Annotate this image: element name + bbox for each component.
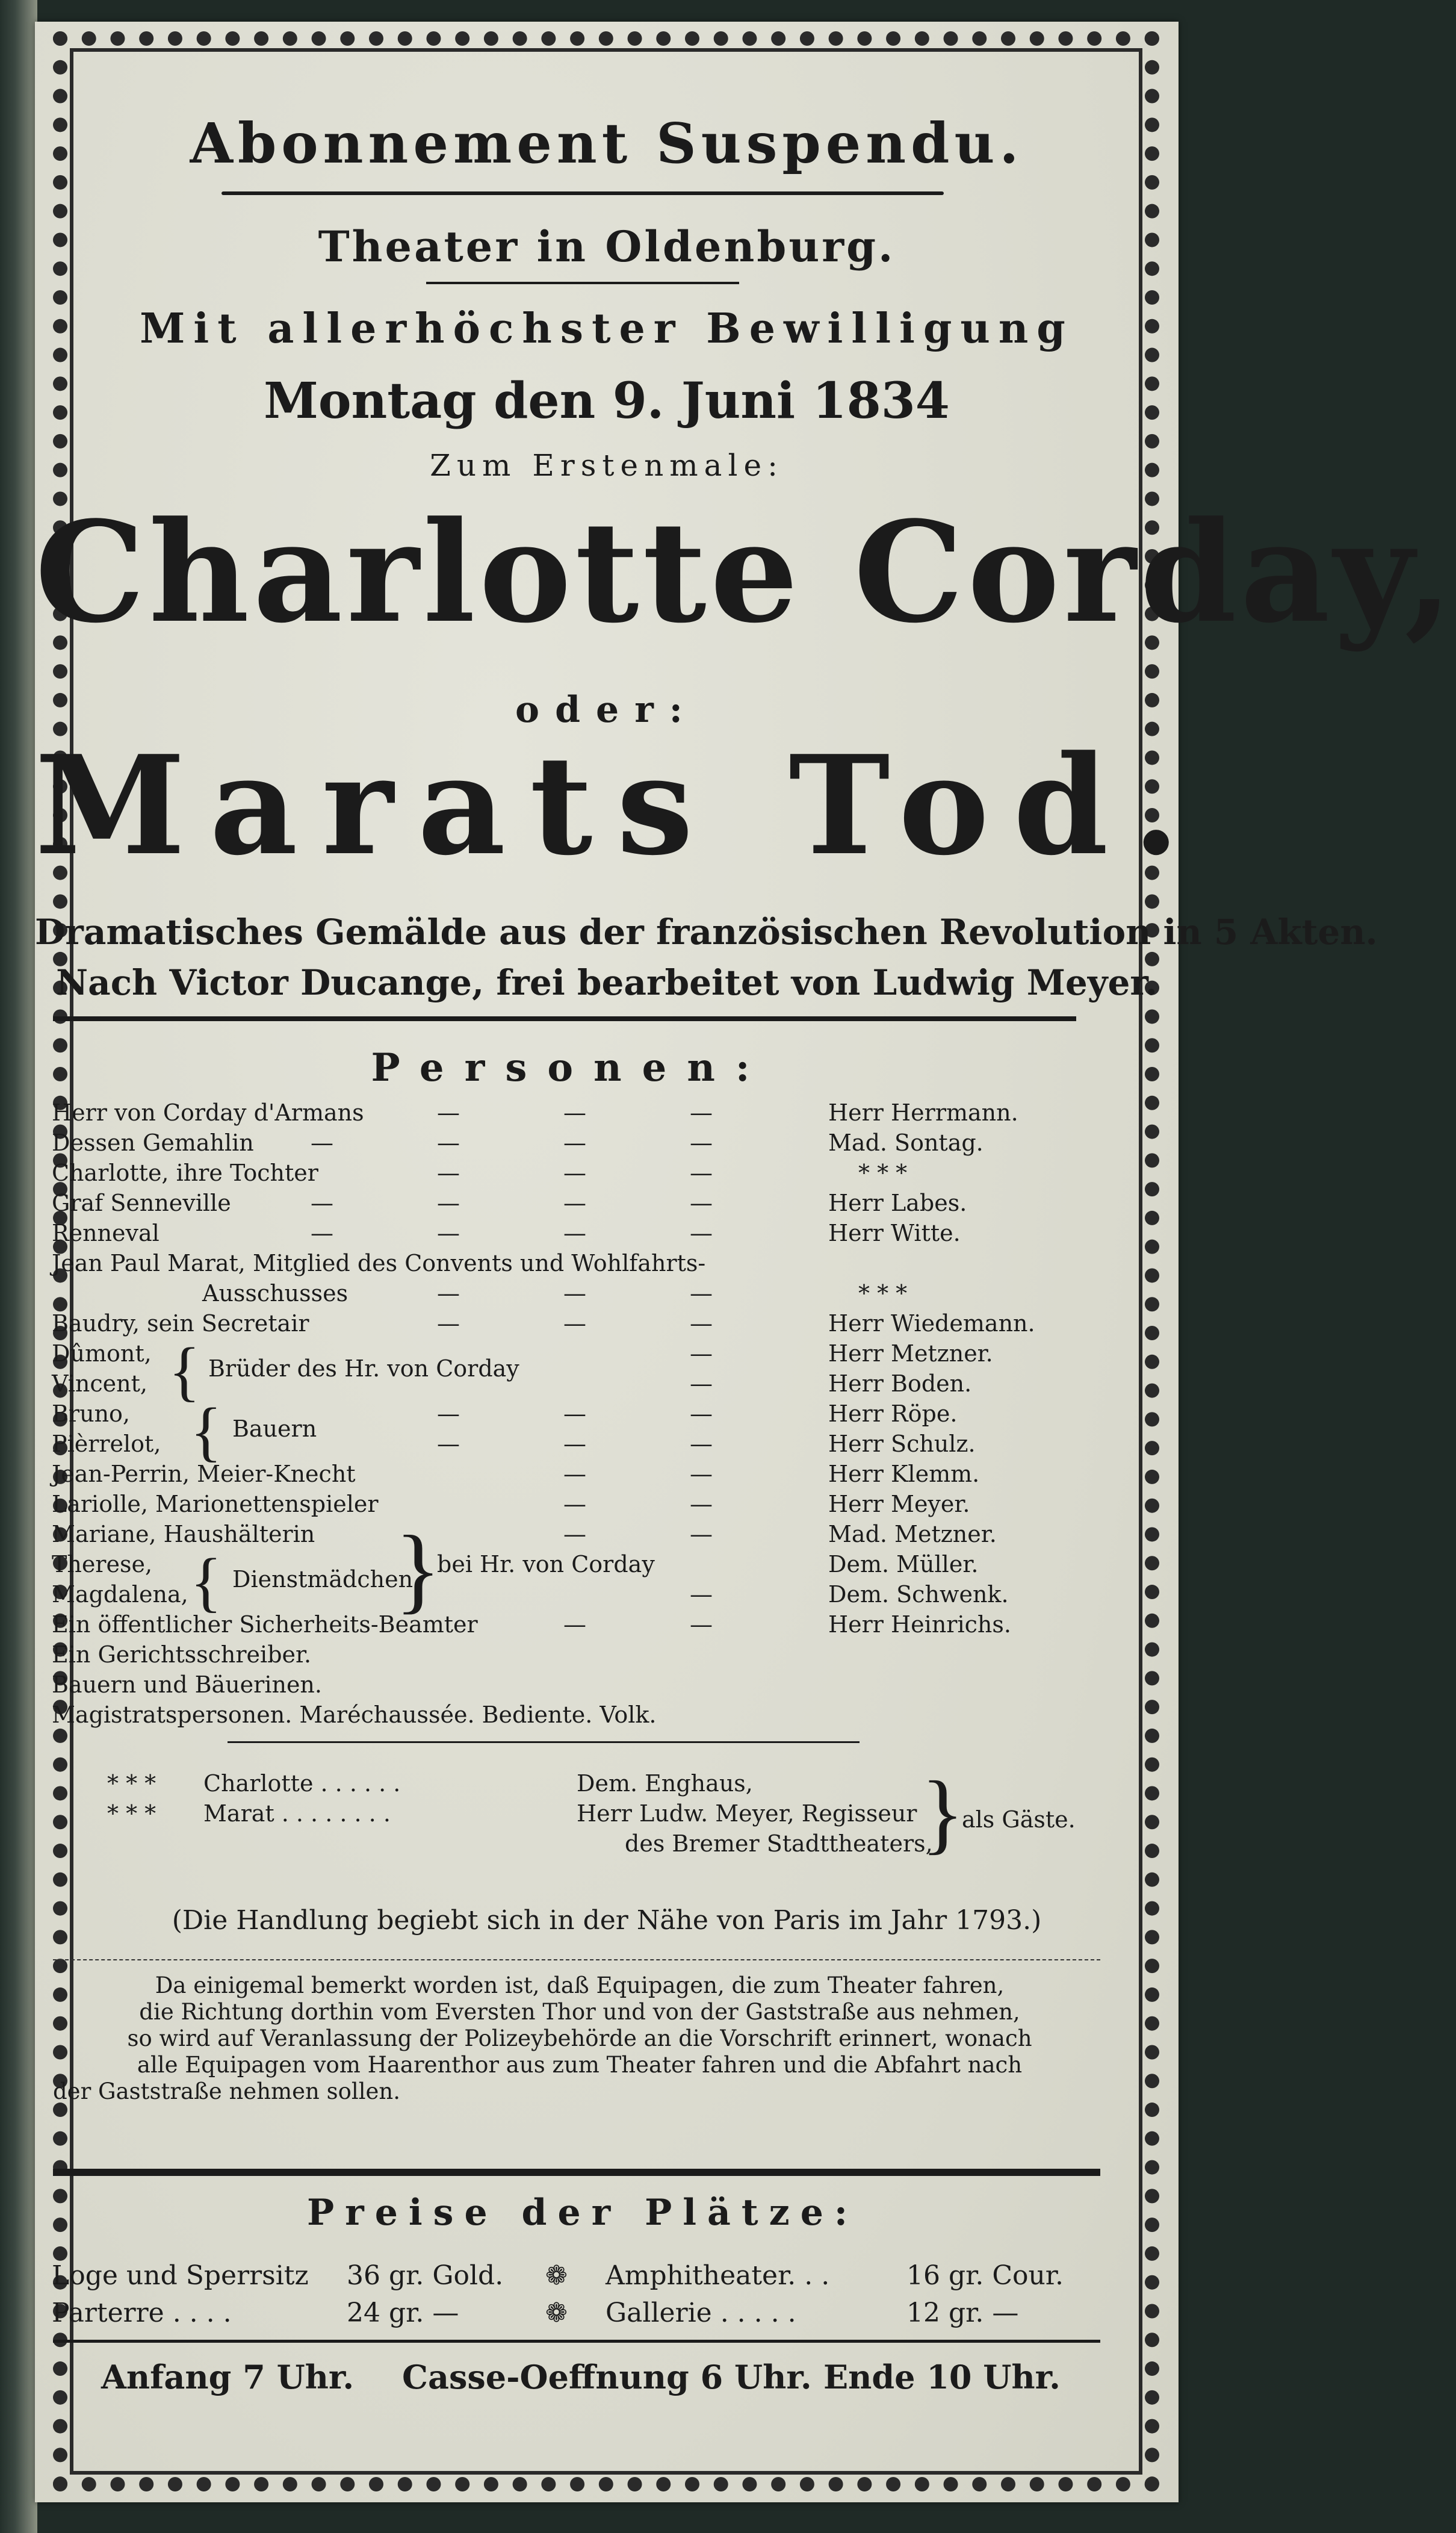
guest-as-guests: als Gäste. bbox=[962, 1806, 1076, 1833]
cast-actor: Herr Röpe. bbox=[828, 1400, 958, 1427]
cast-actor: Herr Boden. bbox=[828, 1370, 972, 1397]
cast-role: Bruno, bbox=[52, 1400, 130, 1427]
guest-row-bremen bbox=[107, 1830, 1179, 1859]
cast-dash: — bbox=[437, 1160, 460, 1186]
cast-dash: — bbox=[563, 1521, 586, 1547]
group-label-brothers: Brüder des Hr. von Corday bbox=[208, 1355, 519, 1382]
cast-dash: — bbox=[690, 1160, 713, 1186]
cast-role: Mariane, Haushälterin bbox=[52, 1521, 315, 1547]
cast-dash: — bbox=[563, 1310, 586, 1337]
cast-actor: Herr Heinrichs. bbox=[828, 1611, 1011, 1638]
start-time: Anfang 7 Uhr. bbox=[101, 2358, 355, 2396]
cast-row bbox=[52, 1702, 1123, 1730]
cast-dash: — bbox=[690, 1310, 713, 1337]
cast-dash: — bbox=[690, 1491, 713, 1517]
cast-role: Renneval bbox=[52, 1220, 160, 1246]
cast-dash: — bbox=[437, 1130, 460, 1156]
cast-row bbox=[52, 1250, 1123, 1279]
cast-dash: — bbox=[311, 1220, 333, 1246]
playbill-page bbox=[35, 22, 1456, 2502]
cast-dash: — bbox=[690, 1370, 713, 1397]
cast-row bbox=[52, 1611, 1123, 1640]
guest-role: Marat . . . . . . . . bbox=[203, 1800, 391, 1827]
price-loge-label: Loge und Sperrsitz bbox=[52, 2260, 309, 2291]
cast-actor: Herr Meyer. bbox=[828, 1491, 970, 1517]
doors-time: Casse-Oeffnung 6 Uhr. bbox=[402, 2358, 812, 2396]
cast-dash: — bbox=[690, 1461, 713, 1487]
cast-actor: * * * bbox=[858, 1160, 908, 1186]
cast-row bbox=[52, 1280, 1123, 1309]
cast-dash: — bbox=[563, 1611, 586, 1638]
cast-role: Pièrrelot, bbox=[52, 1431, 161, 1457]
cast-dash: — bbox=[690, 1611, 713, 1638]
guest-actor: Herr Ludw. Meyer, Regisseur bbox=[577, 1800, 917, 1827]
price-gallerie: 12 gr. — bbox=[906, 2298, 1019, 2328]
cast-row bbox=[52, 1160, 1123, 1189]
cast-role: Magdalena, bbox=[52, 1581, 188, 1608]
title-rule bbox=[221, 191, 944, 195]
notice-top-rule bbox=[53, 1959, 1100, 1963]
price-row-1 bbox=[52, 2260, 1123, 2289]
setting-note: (Die Handlung begiebt sich in der Nähe von Paris im Jahr 1793.) bbox=[172, 1905, 1042, 1936]
group-label-farmers: Bauern bbox=[232, 1416, 317, 1442]
cast-row bbox=[52, 1190, 1123, 1219]
price-parterre-label: Parterre . . . . bbox=[52, 2298, 232, 2328]
price-parterre: 24 gr. — bbox=[347, 2298, 459, 2328]
guest-row-charlotte bbox=[107, 1770, 1179, 1799]
cast-dash: — bbox=[690, 1431, 713, 1457]
cast-row bbox=[52, 1491, 1123, 1520]
cast-actor: Dem. Müller. bbox=[828, 1551, 979, 1577]
oder-line: oder: bbox=[515, 689, 698, 731]
guest-theatre: des Bremer Stadttheaters, bbox=[625, 1830, 933, 1857]
flower-ornament-icon: ❁ bbox=[545, 2260, 568, 2291]
notice-line: Da einigemal bemerkt worden ist, daß Equipagen, die zum Theater fahren, bbox=[155, 1972, 1005, 1998]
price-amphi-label: Amphitheater. . . bbox=[606, 2260, 830, 2291]
cast-role: Jean-Perrin, Meier-Knecht bbox=[52, 1461, 356, 1487]
cast-actor: Herr Herrmann. bbox=[828, 1099, 1018, 1126]
cast-dash: — bbox=[311, 1190, 333, 1216]
theater-name: Theater in Oldenburg. bbox=[318, 222, 896, 272]
cast-dash: — bbox=[563, 1160, 586, 1186]
cast-role: Graf Senneville bbox=[52, 1190, 231, 1216]
play-title: Charlotte Corday, bbox=[35, 491, 1456, 654]
brace-maids: { bbox=[190, 1545, 222, 1618]
prices-top-rule bbox=[53, 2169, 1100, 2176]
cast-top-rule bbox=[53, 1016, 1076, 1021]
cast-dash: — bbox=[563, 1190, 586, 1216]
cast-row bbox=[52, 1310, 1123, 1339]
cast-role: Dûmont, bbox=[52, 1340, 152, 1367]
cast-dash: — bbox=[690, 1280, 713, 1307]
cast-actor: Herr Wiedemann. bbox=[828, 1310, 1035, 1337]
permission-line: Mit allerhöchster Bewilligung bbox=[140, 305, 1074, 353]
cast-actor: Mad. Sontag. bbox=[828, 1130, 984, 1156]
cast-dash: — bbox=[437, 1099, 460, 1126]
times-row bbox=[101, 2358, 1173, 2400]
group-label-at-corday: bei Hr. von Corday bbox=[437, 1551, 655, 1577]
cast-actor: Herr Schulz. bbox=[828, 1431, 976, 1457]
cast-dash: — bbox=[690, 1099, 713, 1126]
cast-actor: Herr Labes. bbox=[828, 1190, 967, 1216]
cast-dash: — bbox=[563, 1280, 586, 1307]
genre-line: Dramatisches Gemälde aus der französischen Revolution in 5 Akten. bbox=[35, 912, 1378, 953]
prices-heading: Preise der Plätze: bbox=[306, 2192, 859, 2234]
cast-row bbox=[52, 1461, 1123, 1490]
guest-stars: * * * bbox=[107, 1770, 156, 1797]
cast-row bbox=[52, 1671, 1123, 1700]
cast-role: Dessen Gemahlin bbox=[52, 1130, 254, 1156]
cast-dash: — bbox=[690, 1581, 713, 1608]
cast-dash: — bbox=[563, 1099, 586, 1126]
notice-line: der Gaststraße nehmen sollen. bbox=[53, 2078, 401, 2104]
cast-row bbox=[52, 1130, 1123, 1158]
cast-role: Bauern und Bäuerinen. bbox=[52, 1671, 322, 1698]
author-line: Nach Victor Ducange, frei bearbeitet von Ludwig Meyer. bbox=[56, 962, 1157, 1003]
notice-block bbox=[53, 1972, 1106, 2105]
guest-stars: * * * bbox=[107, 1800, 156, 1827]
cast-role: Vincent, bbox=[52, 1370, 147, 1397]
cast-dash: — bbox=[690, 1340, 713, 1367]
cast-row bbox=[52, 1340, 1123, 1382]
brace-guests: } bbox=[921, 1763, 964, 1863]
end-time: Ende 10 Uhr. bbox=[823, 2358, 1061, 2396]
cast-row bbox=[52, 1099, 1123, 1128]
cast-bottom-rule bbox=[228, 1741, 860, 1743]
cast-dash: — bbox=[437, 1400, 460, 1427]
notice-line: alle Equipagen vom Haarenthor aus zum Theater fahren und die Abfahrt nach bbox=[137, 2052, 1023, 2078]
cast-dash: — bbox=[690, 1220, 713, 1246]
cast-row bbox=[52, 1220, 1123, 1249]
cast-actor: Mad. Metzner. bbox=[828, 1521, 997, 1547]
cast-dash: — bbox=[437, 1280, 460, 1307]
cast-actor: Herr Klemm. bbox=[828, 1461, 980, 1487]
cast-dash: — bbox=[437, 1220, 460, 1246]
cast-dash: — bbox=[563, 1220, 586, 1246]
play-subtitle: Marats Tod. bbox=[35, 726, 1204, 886]
cast-dash: — bbox=[563, 1400, 586, 1427]
cast-dash: — bbox=[437, 1310, 460, 1337]
flower-ornament-icon: ❁ bbox=[545, 2298, 568, 2328]
brace-farmers: { bbox=[190, 1394, 222, 1468]
first-performance: Zum Erstenmale: bbox=[430, 448, 784, 483]
cast-role: Magistratspersonen. Maréchaussée. Bediente. Volk. bbox=[52, 1702, 657, 1728]
price-row-2 bbox=[52, 2298, 1123, 2326]
cast-role: Ein öffentlicher Sicherheits-Beamter bbox=[52, 1611, 478, 1638]
cast-role: Baudry, sein Secretair bbox=[52, 1310, 309, 1337]
cast-dash: — bbox=[311, 1130, 333, 1156]
cast-dash: — bbox=[690, 1130, 713, 1156]
cast-row bbox=[52, 1641, 1123, 1670]
cast-role: Ausschusses bbox=[202, 1280, 349, 1307]
cast-dash: — bbox=[437, 1431, 460, 1457]
brace-corday: } bbox=[395, 1515, 441, 1623]
price-loge: 36 gr. Gold. bbox=[347, 2260, 504, 2291]
cast-row bbox=[52, 1581, 1123, 1610]
price-amphi: 16 gr. Cour. bbox=[906, 2260, 1064, 2291]
cast-dash: — bbox=[690, 1521, 713, 1547]
abonnement-title: Abonnement Suspendu. bbox=[190, 111, 1024, 176]
guest-actor: Dem. Enghaus, bbox=[577, 1770, 753, 1797]
cast-dash: — bbox=[690, 1190, 713, 1216]
cast-dash: — bbox=[563, 1461, 586, 1487]
notice-line: so wird auf Veranlassung der Polizeybehörde an die Vorschrift erinnert, wonach bbox=[127, 2025, 1032, 2051]
cast-role: Lariolle, Marionettenspieler bbox=[52, 1491, 379, 1517]
cast-dash: — bbox=[563, 1491, 586, 1517]
cast-actor: Dem. Schwenk. bbox=[828, 1581, 1009, 1608]
cast-actor: * * * bbox=[858, 1280, 908, 1307]
cast-actor: Herr Metzner. bbox=[828, 1340, 993, 1367]
cast-role: Ein Gerichtsschreiber. bbox=[52, 1641, 312, 1668]
times-top-rule bbox=[53, 2340, 1100, 2343]
cast-role: Jean Paul Marat, Mitglied des Convents und Wohlfahrts- bbox=[52, 1250, 706, 1276]
volume-edge bbox=[0, 0, 37, 2533]
cast-dash: — bbox=[563, 1431, 586, 1457]
guest-row-marat bbox=[107, 1800, 1179, 1833]
performance-date: Montag den 9. Juni 1834 bbox=[264, 372, 950, 430]
notice-line: die Richtung dorthin vom Eversten Thor und von der Gaststraße aus nehmen, bbox=[139, 1999, 1020, 2025]
brace-brothers: { bbox=[169, 1334, 200, 1408]
price-gallerie-label: Gallerie . . . . . bbox=[606, 2298, 796, 2328]
cast-actor: Herr Witte. bbox=[828, 1220, 961, 1246]
cast-dash: — bbox=[437, 1190, 460, 1216]
cast-dash: — bbox=[690, 1400, 713, 1427]
group-label-maids: Dienstmädchen bbox=[232, 1566, 414, 1593]
cast-role: Therese, bbox=[52, 1551, 153, 1577]
cast-dash: — bbox=[563, 1130, 586, 1156]
cast-heading: Personen: bbox=[371, 1045, 770, 1090]
theater-rule bbox=[426, 282, 739, 284]
cast-role: Charlotte, ihre Tochter bbox=[52, 1160, 318, 1186]
cast-role: Herr von Corday d'Armans bbox=[52, 1099, 364, 1126]
cast-row bbox=[52, 1431, 1123, 1459]
guest-role: Charlotte . . . . . . bbox=[203, 1770, 401, 1797]
